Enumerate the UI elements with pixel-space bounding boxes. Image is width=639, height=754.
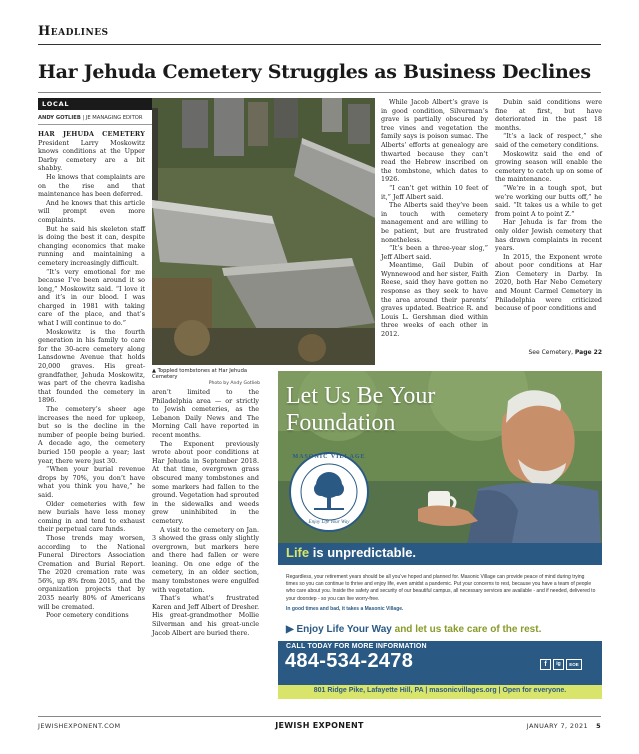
tombstones-photo (152, 98, 375, 365)
article-paragraph: In 2015, the Exponent wrote about poor conditions at Har Zion Cemetery in Darby. In 2020, both Har Nebo Cemetery and Mount Carmel Cemetery in Philadelphia were criticized because of poor conditions and (495, 252, 602, 313)
headline-rule (38, 92, 601, 93)
masonic-village-logo (288, 451, 370, 533)
footer-website[interactable]: JEWISHEXPONENT.COM (38, 722, 121, 730)
section-label: Headlines (38, 24, 109, 39)
article-paragraph: Those trends may worsen, according to the National Funeral Directors Association Cremation and Burial Report. The 2020 cremation rate was 56%, up 8% from 2015, and the organization projects that by 2035 nearly 80% of Americans will be cremated. (38, 533, 145, 611)
article-paragraph: And he knows that this article will prompt even more complaints. (38, 198, 145, 224)
jump-line[interactable]: See Cemetery, Page 22 (528, 349, 602, 356)
facebook-icon[interactable]: f (540, 659, 551, 670)
photo-credit: Photo by Andy Gotlieb (208, 381, 260, 386)
equal-housing-icon: EOE (566, 659, 582, 670)
ad-band-text: Life is unpredictable. (286, 545, 417, 560)
masonic-village-ad[interactable] (278, 371, 602, 707)
article-paragraph: Older cemeteries with few new burials have less money coming in and tend to exhaust their perpetual care funds. (38, 499, 145, 534)
footer-date-page (527, 722, 601, 730)
section-rule (38, 44, 601, 45)
ad-icons (540, 659, 582, 670)
local-tag: LOCAL (38, 98, 160, 110)
byline-role: JE MANAGING EDITOR (85, 115, 143, 121)
article-paragraph: “When your burial revenue drops by 70%, you don’t have what you think you have,” he said. (38, 465, 145, 499)
headline: Har Jehuda Cemetery Struggles as Business Declines (38, 61, 591, 83)
article-paragraph: But he said his skeleton staff is doing the best it can, despite changing economics that make running and maintaining a cemetery increasingly difficult. (38, 224, 145, 267)
article-paragraph: That’s what’s frustrated Karen and Jeff Albert of Dresher. His great-grandmother Mollie Silverman and his great-uncle Jacob Albert are buried there. (152, 594, 259, 637)
ad-call-label: CALL TODAY FOR MORE INFORMATION (286, 643, 427, 650)
footer-rule (38, 716, 601, 717)
article-paragraph: Dubin said conditions were fine at first, but have deteriorated in the past 18 months. (495, 98, 602, 132)
byline-author: ANDY GOTLIEB (38, 115, 81, 121)
article-paragraph: He knows that complaints are on the rise and that maintenance has been deferred. (38, 172, 145, 199)
ad-body: Regardless, your retirement years should be all you’ve hoped and planned for. Masonic Village can provide peace of mind during trying times so you can continue to thrive and enjoy life, even amidst a pandemic. Put your concerns to rest, because you have a team of people who care about you. Inside the safety and security of our beautiful campus, all necessary services are available - and if needed, delivered to your doorstep - so you can live worry-free. In good times and bad, it takes a Masonic Village. (286, 574, 596, 612)
article-paragraph: The Alberts said they’ve been in touch with cemetery management and are willing to be patient, but are frustrated nonetheless. (381, 201, 488, 244)
instagram-icon[interactable]: ig (553, 659, 564, 670)
article-paragraph: Poor cemetery conditions (46, 611, 129, 620)
article-paragraph: aren’t limited to the Philadelphia area — or strictly to Jewish cemeteries, as the Lebanon Daily News and The Morning Call have reported in recent months. (152, 388, 259, 439)
article-column-4 (495, 98, 602, 313)
article-paragraph: “It’s been a three-year slog,” Jeff Albert said. (381, 244, 488, 261)
article-paragraph: “It’s a lack of respect,” she said of the cemetery conditions. (495, 132, 602, 149)
logo-text: MASONIC VILLAGE (292, 454, 366, 460)
article-paragraph: The Exponent previously wrote about poor conditions at Har Jehuda in September 2018. At that time, overgrown grass obscured many tombstones and some markers had fallen to the ground. Vegetation had sprouted in the sidewalks and weeds grew uninhibited in the cemetery. (152, 439, 259, 525)
photo-caption: ▲ Toppled tombstones at Har Jehuda Cemetery (152, 368, 248, 381)
footer-publication: JEWISH EXPONENT (275, 721, 364, 730)
ad-phone[interactable]: 484-534-2478 (285, 650, 414, 672)
page-number: 5 (596, 722, 601, 730)
ad-address[interactable]: 801 Ridge Pike, Lafayette Hill, PA | masonicvillages.org | Open for everyone. (313, 687, 567, 694)
article-paragraph: “I can’t get within 10 feet of it,” Jeff Albert said. (381, 183, 488, 201)
jump-page: Page 22 (574, 349, 602, 356)
article-paragraph: “It’s very emotional for me because I’ve been around it so long,” Moskowitz said. “I love it and it’s in our blood. I was charged in 1981 with taking care of the place, and that’s what I will continue to do.” (38, 267, 145, 328)
article-paragraph: Meantime, Gail Dubin of Wynnewood and her sister, Faith Reese, said they have gotten no response as they seek to have the area around their parents’ graves updated. Beatrice R. and Louis L. Gershman died within three weeks of each other in 2012. (381, 261, 488, 339)
article-paragraph: Moskowitz is the fourth generation in his family to care for the 30-acre cemetery along Lansdowne Avenue that holds 20,000 graves. His great-grandfather, Jehuda Moskowitz, was part of the chevra kadisha that founded the cemetery in 1896. (38, 327, 145, 405)
ad-body-emphasis: In good times and bad, it takes a Masonic Village. (286, 605, 404, 612)
article-paragraph: HAR JEHUDA CEMETERY President Larry Moskowitz knows conditions at the Upper Darby cemetery are a bit shabby. (38, 130, 145, 173)
logo-tagline: Enjoy Life Your Way (308, 520, 350, 525)
tombstones-illustration (152, 98, 375, 365)
byline: ANDY GOTLIEB | JE MANAGING EDITOR (38, 115, 143, 121)
article-paragraph: Moskowitz said the end of growing season will enable the cemetery to catch up on some of the maintenance. (495, 149, 602, 184)
article-paragraph: “We’re in a tough spot, but we’re working our butts off,” he said. “It takes us a while to get from point A to point Z.” (495, 183, 602, 218)
article-paragraph: The cemetery’s sheer age increases the need for upkeep, but so is the decline in the number of people being buried. A decade ago, the cemetery buried 150 people a year; last year, there were just 30. (38, 405, 145, 465)
article-column-3 (381, 98, 488, 339)
article-paragraph: While Jacob Albert’s grave is in good condition, Silverman’s grave is partially obscured by tree vines and vegetation the family says is poison sumac. The Alberts’ efforts at genealogy are thwarted because they can’t read the Hebrew inscribed on the tombstone, which dates to 1926. (381, 98, 488, 184)
article-paragraph: A visit to the cemetery on Jan. 3 showed the grass only slightly overgrown, but markers here and there had fallen or were leaning. On one edge of the cemetery, in an older section, many tombstones were engulfed with vegetation. (152, 525, 259, 594)
ad-cta: ▶ Enjoy Life Your Way and let us take care of the rest. (286, 624, 542, 635)
article-paragraph: Har Jehuda is far from the only older Jewish cemetery that has drawn complaints in recent years. (495, 218, 602, 253)
byline-rule (38, 124, 160, 125)
footer-date: JANUARY 7, 2021 (526, 722, 589, 730)
ad-headline: Let Us Be Your Foundation (286, 383, 436, 436)
article-column-2 (152, 388, 259, 637)
lead-in: HAR JEHUDA CEMETERY (38, 130, 145, 138)
article-column-1 (38, 130, 145, 620)
